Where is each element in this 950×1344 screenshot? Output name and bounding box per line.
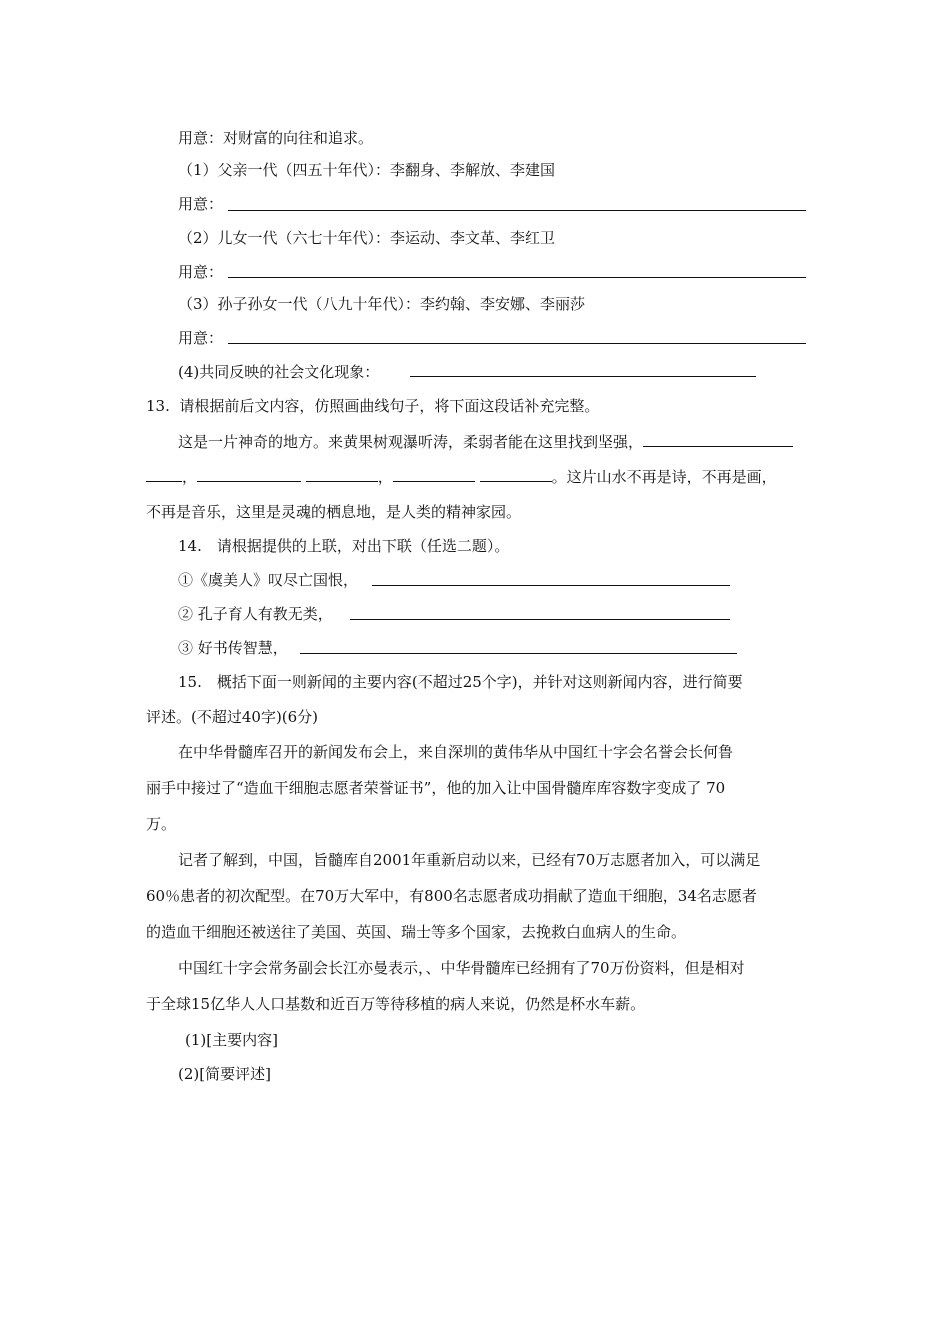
- q15-header-cont: 评述。(不超过40字)(6分): [146, 708, 319, 726]
- q15-para1-line2: 丽手中接过了“造血干细胞志愿者荣誉证书”，他的加入让中国骨髓库库容数字变成了 70: [146, 779, 726, 797]
- q15-para2-line3: 的造血干细胞还被送往了美国、英国、瑞士等多个国家，去挽救白血病人的生命。: [146, 923, 687, 941]
- q15-para1-line3: 万。: [146, 815, 177, 833]
- q14-header: 14. 请根据提供的上联，对出下联（任选二题）。: [178, 537, 510, 555]
- q13-line2: [146, 466, 777, 487]
- q13-number: 13.: [146, 397, 170, 415]
- q13-comma-2: ，: [377, 468, 393, 486]
- q13-line2-end: 。这片山水不再是诗，不再是画，: [551, 468, 777, 486]
- q15-para3-line2: 于全球15亿华人人口基数和近百万等待移植的病人来说，仍然是杯水车薪。: [146, 995, 646, 1013]
- q12-part4-answer-line[interactable]: [410, 376, 756, 377]
- q13-blank-1[interactable]: [643, 431, 793, 447]
- purpose-intro: 用意：对财富的向往和追求。: [178, 129, 374, 147]
- q13-blank-4[interactable]: [306, 466, 378, 482]
- q14-item3: ③ 好书传智慧，: [178, 639, 288, 657]
- q12-part3-item: （3）孙子孙女一代（八九十年代）：李约翰、李安娜、李丽莎: [178, 295, 586, 313]
- q12-part4-label: (4)共同反映的社会文化现象：: [178, 363, 380, 381]
- q15-para3-line1: 中国红十字会常务副会长江亦曼表示，、中华骨髓库已经拥有了70万份资料，但是相对: [178, 959, 745, 977]
- q13-line1: [178, 431, 793, 452]
- q12-part3-answer-line[interactable]: [228, 343, 806, 344]
- q15-header: 15. 概括下面一则新闻的主要内容(不超过25个字)，并针对这则新闻内容，进行简要: [178, 673, 743, 691]
- q12-part2-label: 用意：: [178, 263, 224, 281]
- q14-item3-answer-line[interactable]: [300, 653, 737, 654]
- q13-prompt-text: 请根据前后文内容，仿照画曲线句子，将下面这段话补充完整。: [179, 397, 600, 415]
- q13-blank-3[interactable]: [197, 466, 301, 482]
- q15-para2-line2: 60％患者的初次配型。在70万大军中，有800名志愿者成功捐献了造血干细胞，34名志愿者: [146, 887, 757, 905]
- q15-para1-line1: 在中华骨髓库召开的新闻发布会上，来自深圳的黄伟华从中国红十字会名誉会长何鲁: [178, 743, 734, 761]
- q13-blank-5[interactable]: [393, 466, 475, 482]
- q15-sub1: (1)[主要内容]: [185, 1031, 278, 1049]
- q14-item1-answer-line[interactable]: [372, 585, 730, 586]
- q12-part3-label: 用意：: [178, 329, 224, 347]
- q13-prompt: [146, 396, 599, 416]
- q12-part1-answer-line[interactable]: [228, 210, 806, 211]
- q13-line1-text: 这是一片神奇的地方。来黄果树观瀑听涛，柔弱者能在这里找到坚强，: [178, 433, 644, 451]
- q15-sub2: (2)[简要评述]: [178, 1065, 271, 1083]
- q12-part2-item: （2）儿女一代（六七十年代）：李运动、李文革、李红卫: [178, 229, 556, 247]
- q15-para2-line1: 记者了解到，中国，旨髓库自2001年重新启动以来，已经有70万志愿者加入，可以满足: [178, 851, 761, 869]
- q13-line3: 不再是音乐，这里是灵魂的栖息地，是人类的精神家园。: [146, 503, 522, 521]
- q14-item1: ①《虞美人》叹尽亡国恨，: [178, 571, 359, 589]
- q14-item2-answer-line[interactable]: [350, 619, 730, 620]
- q13-blank-6[interactable]: [480, 466, 552, 482]
- q12-part2-answer-line[interactable]: [228, 277, 806, 278]
- q12-part1-label: 用意：: [178, 195, 224, 213]
- q13-comma-1: ，: [182, 468, 198, 486]
- q13-blank-2[interactable]: [146, 466, 182, 482]
- q12-part1-item: （1）父亲一代（四五十年代）：李翻身、李解放、李建国: [178, 161, 556, 179]
- q14-item2: ② 孔子育人有教无类，: [178, 605, 333, 623]
